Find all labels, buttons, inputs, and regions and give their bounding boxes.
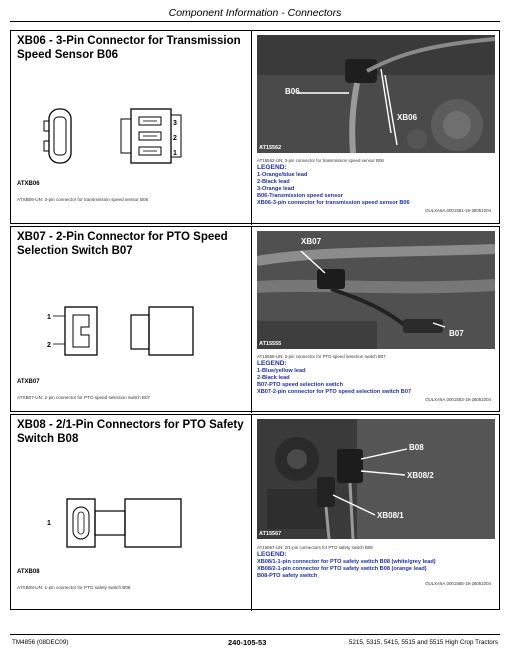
section-xb08 (10, 414, 500, 610)
drawing-label: ATXB08 (17, 569, 40, 575)
legend-title: LEGEND: (257, 551, 287, 558)
photo-callout: XB07 (301, 237, 322, 246)
section-divider (251, 415, 252, 611)
reference-code: OULXA6A,0001585-19-28051004 (425, 581, 491, 586)
legend-xb07 (257, 354, 497, 402)
legend-title: LEGEND: (257, 360, 287, 367)
photo-caption: AT15567-UN: 2/1-pin connectors for PTO safety switch B08 (257, 545, 373, 550)
legend-item: XB06-3-pin connector for transmission speed sensor B06 (257, 200, 410, 206)
photo-id: AT15567 (259, 531, 282, 537)
drawing-caption: ATXB07-UN: 2-pin connector for PTO speed selection switch B07 (17, 395, 151, 400)
photo-callout: XB08/1 (377, 511, 404, 520)
section-title: XB07 - 2-Pin Connector for PTO Speed Selection Switch B07 (17, 231, 228, 257)
legend-item: XB08/2-1-pin connector for PTO safety switch B08 (orange lead) (257, 566, 427, 572)
drawing-label: ATXB07 (17, 379, 40, 385)
photo-callout: B06 (285, 87, 300, 96)
reference-code: OULXA6A,0001583-19-28051004 (425, 397, 491, 402)
legend-item: 3-Orange lead (257, 186, 295, 192)
legend-item: 1-Blue/yellow lead (257, 368, 306, 374)
legend-xb08 (257, 545, 497, 586)
pin-label: 2 (47, 342, 51, 349)
section-title: XB06 - 3-Pin Connector for Transmission Speed Sensor B06 (17, 35, 241, 61)
drawing-caption: ATXB06-UN: 3-pin connector for transmission speed sensor B06 (17, 197, 149, 202)
drawing-caption: ATXB08-UN: 1-pin connector for PTO safety switch B08 (17, 585, 131, 590)
legend-item: B08-PTO safety switch (257, 573, 318, 579)
section-title: XB08 - 2/1-Pin Connectors for PTO Safety Switch B08 (17, 419, 244, 445)
photo-callout: XB08/2 (407, 471, 434, 480)
pin-label: 2 (173, 135, 177, 142)
footer-page-number: 240-105-53 (228, 638, 267, 647)
photo-callout: XB06 (397, 113, 418, 122)
legend-item: XB08/1-1-pin connector for PTO safety switch B08 (white/grey lead) (257, 559, 436, 565)
legend-item: B06-Transmission speed sensor (257, 193, 343, 199)
section-xb06 (10, 30, 500, 224)
legend-item: B07-PTO speed selection switch (257, 382, 344, 388)
connector-drawing-xb06 (39, 101, 219, 171)
photo-id: AT15562 (259, 145, 282, 151)
legend-item: 1-Orange/blue lead (257, 172, 308, 178)
pin-label: 1 (47, 520, 51, 527)
pin-label: 1 (173, 150, 177, 157)
drawing-label: ATXB06 (17, 181, 40, 187)
photo-caption: AT15562-UN: 3-pin connector for transmission speed sensor B06 (257, 158, 384, 163)
connector-drawing-xb08 (41, 495, 211, 551)
photo-callout: B08 (409, 443, 424, 452)
connector-photo-xb07 (257, 231, 495, 349)
legend-xb06 (257, 158, 497, 213)
footer-model-list: 5215, 5315, 5415, 5515 and 5515 High Crop Tractors (348, 639, 498, 646)
photo-callout: B07 (449, 329, 464, 338)
section-divider (251, 227, 252, 413)
photo-caption: AT15555-UN: 2-pin connector for PTO speed selection switch B07 (257, 354, 386, 359)
reference-code: OULXA6A,0001581-19-28051004 (425, 208, 491, 213)
page-header-title: Component Information - Connectors (168, 7, 342, 19)
pin-label: 1 (47, 314, 51, 321)
legend-title: LEGEND: (257, 164, 287, 171)
connector-photo-xb08 (257, 419, 495, 539)
connector-photo-xb06 (257, 35, 495, 153)
section-divider (251, 31, 252, 225)
legend-item: 2-Black lead (257, 375, 290, 381)
section-xb07 (10, 226, 500, 412)
connector-drawing-xb07 (41, 303, 211, 363)
footer-manual-id: TM4856 (08DEC09) (12, 639, 69, 646)
pin-label: 3 (173, 120, 177, 127)
page-header (10, 6, 500, 22)
legend-item: 2-Black lead (257, 179, 290, 185)
photo-id: AT15555 (259, 341, 282, 347)
page-footer (10, 634, 500, 648)
legend-item: XB07-2-pin connector for PTO speed selection switch B07 (257, 389, 412, 395)
